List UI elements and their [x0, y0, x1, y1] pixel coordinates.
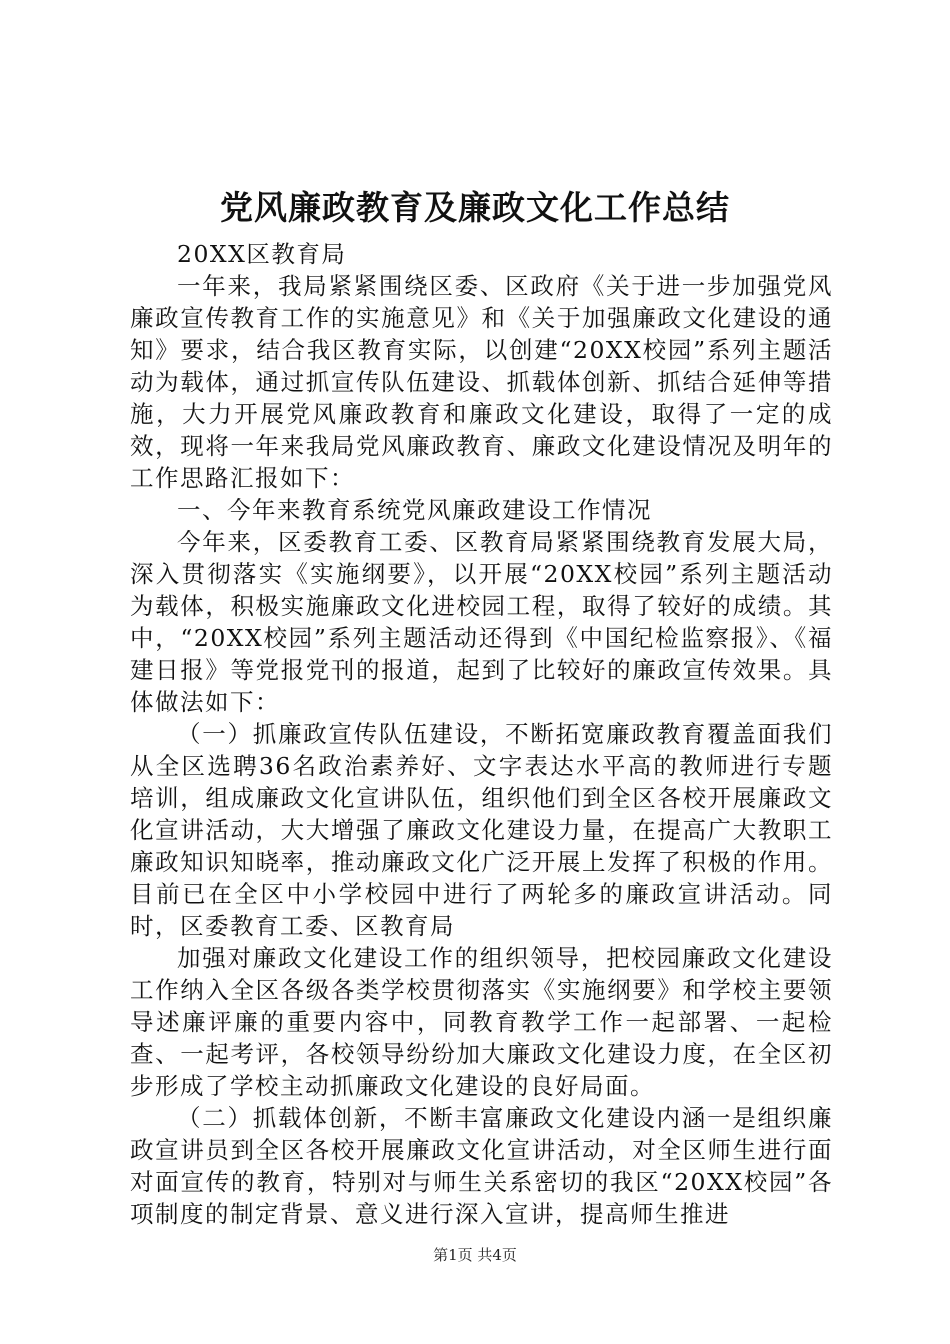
section-heading: 一、今年来教育系统党风廉政建设工作情况: [177, 496, 652, 524]
body-paragraph: 加强对廉政文化建设工作的组织领导，把校园廉政文化建设工作纳入全区各级各类学校贯彻落实《实施纲要》和学校主要领导述廉评廉的重要内容中，同教育教学工作一起部署、一起检查、一起考评，各校领导纷纷加大廉政文化建设力度，在全区初步形成了学校主动抓廉政文化建设的良好局面。: [130, 944, 833, 1100]
page-number-footer: 第1页 共4页: [433, 1246, 517, 1264]
body-paragraph: （二）抓载体创新，不断丰富廉政文化建设内涵一是组织廉政宣讲员到全区各校开展廉政文化宣讲活动，对全区师生进行面对面宣传的教育，特别对与师生关系密切的我区“20XX校园”各项制度的制定背景、意义进行深入宣讲，提高师生推进: [130, 1104, 833, 1228]
body-paragraph: 今年来，区委教育工委、区教育局紧紧围绕教育发展大局，深入贯彻落实《实施纲要》，以开展“20XX校园”系列主题活动为载体，积极实施廉政文化进校园工程，取得了较好的成绩。其中，“20XX校园”系列主题活动还得到《中国纪检监察报》、《福建日报》等党报党刊的报道，起到了比较好的廉政宣传效果。具体做法如下：: [130, 528, 833, 716]
intro-paragraph: 一年来，我局紧紧围绕区委、区政府《关于进一步加强党风廉政宣传教育工作的实施意见》和《关于加强廉政文化建设的通知》要求，结合我区教育实际，以创建“20XX校园”系列主题活动为载体，通过抓宣传队伍建设、抓载体创新、抓结合延伸等措施，大力开展党风廉政教育和廉政文化建设，取得了一定的成效，现将一年来我局党风廉政教育、廉政文化建设情况及明年的工作思路汇报如下：: [130, 272, 833, 492]
document-title: 党风廉政教育及廉政文化工作总结: [220, 188, 730, 227]
document-body: [130, 238, 833, 1230]
body-paragraph: （一）抓廉政宣传队伍建设，不断拓宽廉政教育覆盖面我们从全区选聘36名政治素养好、文字表达水平高的教师进行专题培训，组成廉政文化宣讲队伍，组织他们到全区各校开展廉政文化宣讲活动，大大增强了廉政文化建设力量，在提高广大教职工廉政知识知晓率，推动廉政文化广泛开展上发挥了积极的作用。目前已在全区中小学校园中进行了两轮多的廉政宣讲活动。同时，区委教育工委、区教育局: [130, 720, 833, 940]
author-line: 20XX区教育局: [177, 240, 347, 268]
